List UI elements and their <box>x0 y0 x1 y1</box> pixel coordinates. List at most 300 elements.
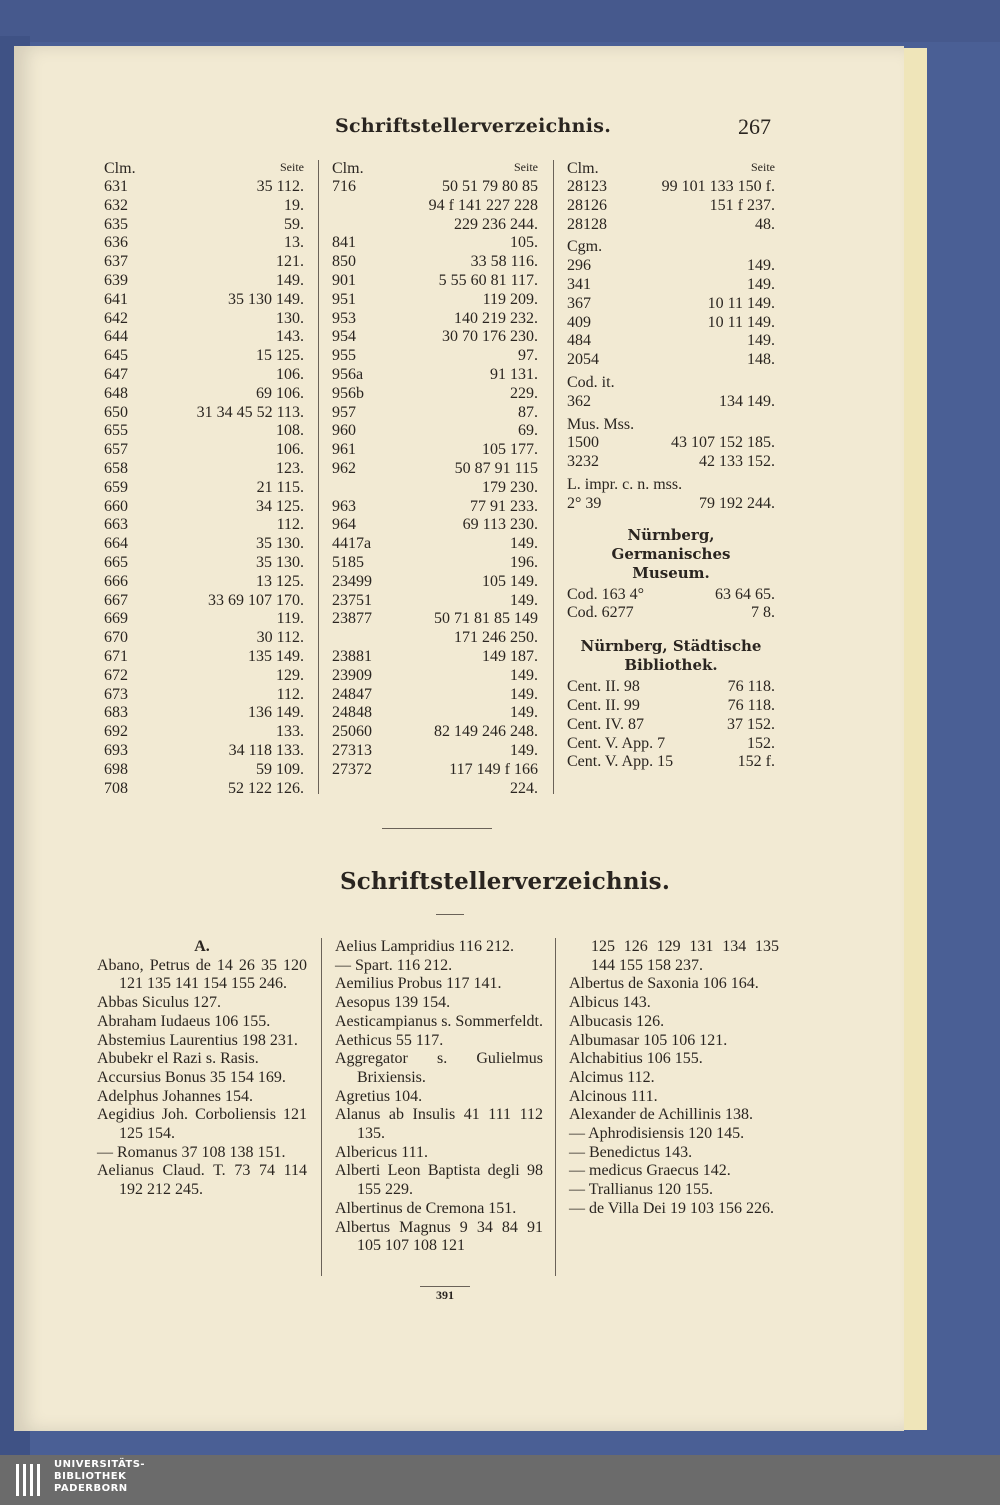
library-heading <box>567 526 775 583</box>
page-refs: 69 106. <box>256 384 304 402</box>
index-entry: Albucasis 126. <box>569 1012 665 1030</box>
table-row <box>567 735 775 754</box>
page-refs: 13 125. <box>256 572 304 590</box>
shelfmark: 4417a <box>332 535 372 553</box>
shelfmark: 650 <box>104 403 128 421</box>
page-refs: 10 11 149. <box>707 313 775 331</box>
table-row <box>567 351 775 370</box>
shelfmark: 666 <box>104 572 128 590</box>
table-row <box>104 535 304 554</box>
page-refs: 19. <box>284 196 304 214</box>
table-row <box>104 328 304 347</box>
table-row <box>332 234 538 253</box>
table-row <box>104 422 304 441</box>
page-refs: 112. <box>276 516 304 534</box>
library-footer <box>0 1455 1000 1505</box>
shelfmark: 637 <box>104 253 128 271</box>
shelfmark: 635 <box>104 215 128 233</box>
table-row <box>332 667 538 686</box>
table-row <box>104 310 304 329</box>
shelfmark: 665 <box>104 553 128 571</box>
table-row <box>567 678 775 697</box>
column-header-label: Clm. <box>567 160 599 177</box>
index-entry: — de Villa Dei 19 103 156 226. <box>569 1199 774 1217</box>
page-refs: 13. <box>284 234 304 252</box>
table-row <box>104 291 304 310</box>
page-refs: 196. <box>510 553 538 571</box>
table-row <box>104 197 304 216</box>
shelfmark: 953 <box>332 309 356 327</box>
page-refs: 143. <box>276 328 304 346</box>
shelfmark: 632 <box>104 196 128 214</box>
page-refs: 133. <box>276 723 304 741</box>
table-row <box>332 592 538 611</box>
shelfmark: 683 <box>104 704 128 722</box>
shelfmark: 647 <box>104 365 128 383</box>
index-entry: Aemilius Probus 117 141. <box>335 975 502 993</box>
shelfmark: 708 <box>104 779 128 797</box>
shelfmark: 27372 <box>332 760 372 778</box>
table-row <box>332 761 538 780</box>
shelfmark: 409 <box>567 313 591 331</box>
shelfmark: Cent. IV. 87 <box>567 715 645 733</box>
library-logo-icon <box>14 1460 46 1500</box>
table-row <box>332 704 538 723</box>
table-row <box>104 610 304 629</box>
page-refs: 106. <box>276 441 304 459</box>
index-column-2 <box>335 938 543 1256</box>
shelfmark: Cent. V. App. 15 <box>567 753 674 771</box>
column-header-page-label: Seite <box>514 160 538 174</box>
shelfmark: 648 <box>104 384 128 402</box>
table-row <box>104 234 304 253</box>
index-entry: Abraham Iudaeus 106 155. <box>97 1012 271 1030</box>
page-refs: 35 112. <box>256 178 304 195</box>
page-refs: 135 149. <box>248 647 304 665</box>
shelfmark: 698 <box>104 760 128 778</box>
page-refs: 43 107 152 185. <box>671 434 775 452</box>
shelfmark: 658 <box>104 459 128 477</box>
page-refs: 69 113 230. <box>462 516 538 534</box>
shelfmark: 961 <box>332 441 356 459</box>
page-refs: 50 87 91 115 <box>454 459 538 477</box>
page-refs: 35 130 149. <box>228 290 304 308</box>
index-entry: Albertus de Saxonia 106 164. <box>569 975 759 993</box>
page-refs: 119 209. <box>482 290 538 308</box>
page-refs: 130. <box>276 309 304 327</box>
table-row <box>567 314 775 333</box>
shelfmark: 3232 <box>567 453 599 471</box>
index-entry: Alcimus 112. <box>569 1068 655 1086</box>
table-row <box>567 276 775 295</box>
page-refs: 152. <box>747 734 775 752</box>
table-row <box>104 253 304 272</box>
table-row <box>332 404 538 423</box>
page-refs: 152 f. <box>737 753 775 771</box>
shelfmark: 642 <box>104 309 128 327</box>
library-label-line: UNIVERSITÄTS- <box>54 1459 146 1470</box>
table-row <box>104 216 304 235</box>
index-entry: Alexander de Achillinis 138. <box>569 1106 753 1124</box>
shelfmark: Cent. II. 99 <box>567 696 640 714</box>
page-refs: 149. <box>276 271 304 289</box>
table-row <box>332 460 538 479</box>
shelfmark: 23909 <box>332 666 372 684</box>
shelfmark: 641 <box>104 290 128 308</box>
index-entry: — Romanus 37 108 138 151. <box>97 1143 286 1161</box>
page-refs: 105. <box>510 234 538 252</box>
table-row <box>567 257 775 276</box>
page-refs: 106. <box>276 365 304 383</box>
table-row <box>104 479 304 498</box>
shelfmark: 296 <box>567 257 591 275</box>
column-header-label: Clm. <box>104 160 136 177</box>
index-entry: Albertus Magnus 9 34 84 91 105 107 108 121 <box>335 1218 543 1255</box>
table-row <box>332 178 538 197</box>
index-entry: Accursius Bonus 35 154 169. <box>97 1068 286 1086</box>
page-refs: 63 64 65. <box>715 585 775 603</box>
page-refs: 15 125. <box>256 347 304 365</box>
index-entry: Albicus 143. <box>569 994 651 1012</box>
table-row <box>332 272 538 291</box>
table-row <box>104 178 304 197</box>
shelfmark: 2° 39 <box>567 494 602 512</box>
index-entry: — Benedictus 143. <box>569 1143 693 1161</box>
shelfmark: 24848 <box>332 704 372 722</box>
table-row <box>104 366 304 385</box>
page-refs: 59. <box>284 215 304 233</box>
footer-rule <box>420 1286 470 1287</box>
shelfmark: 673 <box>104 685 128 703</box>
shelfmark: 955 <box>332 347 356 365</box>
group-label-text: Mus. Mss. <box>567 415 635 433</box>
library-heading-line: Bibliothek. <box>624 656 718 675</box>
shelfmark: 960 <box>332 422 356 440</box>
page-number: 267 <box>738 114 771 139</box>
page-refs: 129. <box>276 666 304 684</box>
group-label <box>567 416 775 435</box>
table-row <box>332 516 538 535</box>
shelfmark: 23877 <box>332 610 372 628</box>
table-row <box>567 216 775 235</box>
shelfmark: 655 <box>104 422 128 440</box>
shelfmark: 341 <box>567 275 591 293</box>
page-refs: 121. <box>276 253 304 271</box>
table-row <box>104 780 304 799</box>
clm-column-2 <box>332 158 538 798</box>
page-refs: 34 118 133. <box>228 741 304 759</box>
shelfmark: 2054 <box>567 351 599 369</box>
shelfmark: 964 <box>332 516 356 534</box>
page-refs: 140 219 232. <box>454 309 538 327</box>
library-heading <box>567 637 775 675</box>
table-row <box>332 422 538 441</box>
shelfmark: 5185 <box>332 553 364 571</box>
page-refs: 87. <box>518 403 538 421</box>
column-header <box>332 158 538 178</box>
column-divider <box>321 938 322 1276</box>
page-refs: 99 101 133 150 f. <box>661 178 775 195</box>
page-refs: 148. <box>747 351 775 369</box>
shelfmark: 367 <box>567 294 591 312</box>
page-refs: 149. <box>510 685 538 703</box>
page-refs: 229. <box>510 384 538 402</box>
table-row <box>567 434 775 453</box>
index-entry: Abubekr el Razi s. Rasis. <box>97 1050 259 1068</box>
group-label <box>567 374 775 393</box>
shelfmark: 664 <box>104 535 128 553</box>
table-row <box>332 479 538 498</box>
page-refs: 42 133 152. <box>699 453 775 471</box>
index-entry: — Trallianus 120 155. <box>569 1181 714 1199</box>
shelfmark: 28123 <box>567 178 607 195</box>
shelfmark: 645 <box>104 347 128 365</box>
index-entry: Aggregator s. Gulielmus Brixiensis. <box>335 1050 543 1086</box>
column-header <box>104 158 304 178</box>
page-refs: 105 177. <box>482 441 538 459</box>
table-row <box>332 197 538 216</box>
page-refs: 117 149 f 166 <box>449 760 538 778</box>
library-heading-line: Nürnberg, Germanisches <box>611 525 731 563</box>
shelfmark: 963 <box>332 497 356 515</box>
page-refs: 91 131. <box>490 365 538 383</box>
table-row <box>104 404 304 423</box>
shelfmark: 362 <box>567 392 591 410</box>
table-row <box>104 347 304 366</box>
shelfmark: 670 <box>104 629 128 647</box>
page-refs: 94 f 141 227 228 <box>428 196 538 214</box>
table-row <box>332 723 538 742</box>
page-refs: 52 122 126. <box>228 779 304 797</box>
page-refs: 134 149. <box>719 392 775 410</box>
index-entry: Aelianus Claud. T. 73 74 114 192 212 245. <box>97 1162 307 1199</box>
page-refs: 76 118. <box>727 678 775 696</box>
table-row <box>332 498 538 517</box>
table-row <box>567 495 775 514</box>
index-entry: Aethicus 55 117. <box>335 1031 444 1049</box>
shelfmark: 639 <box>104 271 128 289</box>
group-label-text: L. impr. c. n. mss. <box>567 475 683 493</box>
page-refs: 149. <box>510 666 538 684</box>
index-entry: Albumasar 105 106 121. <box>569 1031 728 1049</box>
page-refs: 105 149. <box>482 572 538 590</box>
table-row <box>104 554 304 573</box>
table-row <box>104 761 304 780</box>
page-refs: 21 115. <box>256 478 304 496</box>
index-column-1 <box>97 938 307 1200</box>
index-entry: — medicus Graecus 142. <box>569 1162 731 1180</box>
page-refs: 108. <box>276 422 304 440</box>
page-refs: 224. <box>510 779 538 797</box>
page-refs: 77 91 233. <box>470 497 538 515</box>
table-row <box>567 697 775 716</box>
table-row <box>332 347 538 366</box>
table-row <box>567 604 775 623</box>
index-entry: Alcinous 111. <box>569 1087 658 1105</box>
table-row <box>332 441 538 460</box>
column-header <box>567 158 775 178</box>
table-row <box>104 648 304 667</box>
table-row <box>104 272 304 291</box>
signature-number: 391 <box>436 1288 454 1302</box>
index-entry: Abano, Petrus de 14 26 35 120 121 135 141 154 155 246. <box>97 956 307 993</box>
index-entry: Aesticampianus s. Sommerfeldt. <box>335 1012 543 1030</box>
page-refs: 79 192 244. <box>699 494 775 512</box>
shelfmark: 693 <box>104 741 128 759</box>
page-refs: 149. <box>510 591 538 609</box>
shelfmark: 24847 <box>332 685 372 703</box>
table-row <box>332 310 538 329</box>
table-row <box>332 780 538 799</box>
page-edges <box>900 48 927 1430</box>
page-refs: 50 71 81 85 149 <box>434 610 538 628</box>
shelfmark: 850 <box>332 253 356 271</box>
index-entry: Adelphus Johannes 154. <box>97 1087 253 1105</box>
shelfmark: 660 <box>104 497 128 515</box>
shelfmark: 951 <box>332 290 356 308</box>
index-entry: Alanus ab Insulis 41 111 112 135. <box>335 1106 543 1143</box>
section-title: Schriftstellerverzeichnis. <box>340 868 671 895</box>
shelfmark: Cod. 163 4° <box>567 585 645 603</box>
table-row <box>332 291 538 310</box>
page-refs: 97. <box>518 347 538 365</box>
shelfmark: 659 <box>104 478 128 496</box>
page-refs: 33 58 116. <box>470 253 538 271</box>
table-row <box>104 704 304 723</box>
column-header-label: Clm. <box>332 160 364 177</box>
page-refs: 30 112. <box>256 629 304 647</box>
page-refs: 171 246 250. <box>454 629 538 647</box>
shelfmark: 841 <box>332 234 356 252</box>
table-row <box>332 253 538 272</box>
page-refs: 149 187. <box>482 647 538 665</box>
index-entry: Abbas Siculus 127. <box>97 994 221 1012</box>
table-row <box>567 332 775 351</box>
index-column-3 <box>569 938 779 1219</box>
group-label <box>567 476 775 495</box>
shelfmark: 636 <box>104 234 128 252</box>
column-divider <box>553 160 554 794</box>
page-refs: 149. <box>510 535 538 553</box>
page-refs: 151 f 237. <box>709 196 775 214</box>
index-entry: Aelius Lampridius 116 212. <box>335 938 514 955</box>
table-row <box>332 554 538 573</box>
index-entry: Abstemius Laurentius 198 231. <box>97 1031 298 1049</box>
index-entry: 125 126 129 131 134 135 144 155 158 237. <box>591 938 779 974</box>
library-label-line: PADERBORN <box>54 1483 128 1494</box>
shelfmark: Cent. V. App. 7 <box>567 734 666 752</box>
table-row <box>567 716 775 735</box>
page-refs: 123. <box>276 459 304 477</box>
shelfmark: 957 <box>332 403 356 421</box>
table-row <box>104 441 304 460</box>
table-row <box>567 753 775 772</box>
page-refs: 69. <box>518 422 538 440</box>
index-entry: Albertinus de Cremona 151. <box>335 1199 517 1217</box>
group-label <box>567 238 775 257</box>
page-refs: 59 109. <box>256 760 304 778</box>
shelfmark: 956b <box>332 384 364 402</box>
shelfmark: 1500 <box>567 434 599 452</box>
section-rule <box>382 828 492 829</box>
page-refs: 179 230. <box>482 478 538 496</box>
shelfmark: 27313 <box>332 741 372 759</box>
index-entry: Alberti Leon Baptista degli 98 155 229. <box>335 1162 543 1199</box>
table-row <box>332 328 538 347</box>
page-refs: 149. <box>510 741 538 759</box>
library-label <box>54 1459 145 1495</box>
page-refs: 30 70 176 230. <box>442 328 538 346</box>
table-row <box>567 393 775 412</box>
index-entry: Agretius 104. <box>335 1087 423 1105</box>
table-row <box>104 667 304 686</box>
table-row <box>332 385 538 404</box>
shelfmark: 28126 <box>567 196 607 214</box>
table-row <box>567 178 775 197</box>
table-row <box>104 742 304 761</box>
shelfmark: 23881 <box>332 647 372 665</box>
table-row <box>332 366 538 385</box>
group-label-text: Cod. it. <box>567 373 615 391</box>
page-refs: 34 125. <box>256 497 304 515</box>
page-refs: 5 55 60 81 117. <box>438 271 538 289</box>
page-refs: 112. <box>276 685 304 703</box>
page-refs: 10 11 149. <box>707 294 775 312</box>
table-row <box>332 648 538 667</box>
column-header-page-label: Seite <box>280 160 304 174</box>
page-refs: 149. <box>510 704 538 722</box>
table-row <box>567 453 775 472</box>
table-row <box>104 723 304 742</box>
library-label-line: BIBLIOTHEK <box>54 1471 127 1482</box>
table-row <box>332 742 538 761</box>
page-refs: 119. <box>276 610 304 628</box>
page-refs: 48. <box>755 215 775 233</box>
index-entry: Aegidius Joh. Corboliensis 121 125 154. <box>97 1106 307 1143</box>
shelfmark: 672 <box>104 666 128 684</box>
column-header-page-label: Seite <box>751 160 775 174</box>
library-heading-line: Nürnberg, Städtische <box>580 637 762 656</box>
page-refs: 37 152. <box>727 715 775 733</box>
page-refs: 35 130. <box>256 553 304 571</box>
shelfmark: 28128 <box>567 215 607 233</box>
table-row <box>567 586 775 605</box>
index-entry: Albericus 111. <box>335 1143 429 1161</box>
group-label-text: Cgm. <box>567 238 603 256</box>
shelfmark: 484 <box>567 332 591 350</box>
table-row <box>567 197 775 216</box>
shelfmark: 657 <box>104 441 128 459</box>
shelfmark: 663 <box>104 516 128 534</box>
table-row <box>104 629 304 648</box>
shelfmark: 667 <box>104 591 128 609</box>
shelfmark: 962 <box>332 459 356 477</box>
table-row <box>332 686 538 705</box>
table-row <box>332 610 538 629</box>
table-row <box>104 573 304 592</box>
page-refs: 7 8. <box>751 604 775 622</box>
table-row <box>104 592 304 611</box>
page-refs: 82 149 246 248. <box>434 723 538 741</box>
shelfmark: 716 <box>332 178 356 195</box>
page-refs: 149. <box>747 275 775 293</box>
index-entry: — Spart. 116 212. <box>335 956 453 974</box>
page-refs: 76 118. <box>727 696 775 714</box>
shelfmark: Cod. 6277 <box>567 604 634 622</box>
page-refs: 229 236 244. <box>454 215 538 233</box>
table-row <box>332 535 538 554</box>
table-row <box>332 216 538 235</box>
